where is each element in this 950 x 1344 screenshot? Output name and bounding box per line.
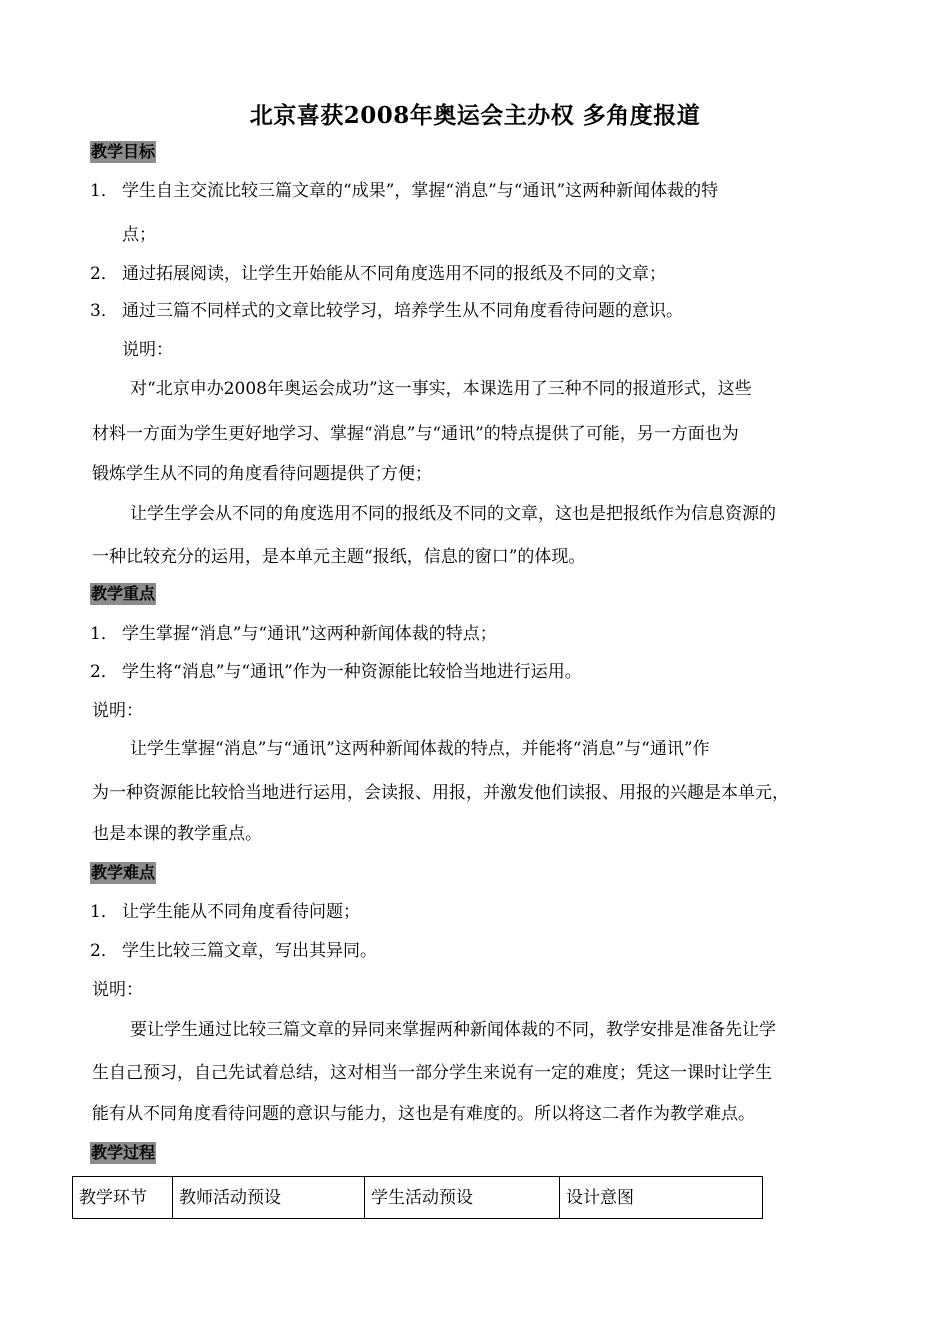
- table-header-cell: 学生活动预设: [365, 1177, 560, 1219]
- list-text: 学生自主交流比较三篇文章的“成果”，掌握“消息”与“通讯”这两种新闻体裁的特: [122, 181, 719, 201]
- list-item: [90, 623, 497, 645]
- list-item: [90, 300, 683, 322]
- list-item: [90, 901, 360, 923]
- table-header-cell: 设计意图: [560, 1177, 763, 1219]
- paragraph-line: 让学生掌握“消息”与“通讯”这两种新闻体裁的特点，并能将“消息”与“通讯”作: [130, 739, 710, 759]
- list-item: [90, 263, 666, 285]
- list-text: 学生掌握“消息”与“通讯”这两种新闻体裁的特点；: [122, 624, 497, 644]
- section-heading-goals: 教学目标: [91, 142, 156, 161]
- list-item-continuation: 点；: [122, 225, 156, 245]
- table-header-row: [73, 1177, 763, 1219]
- paragraph-line: 让学生学会从不同的角度选用不同的报纸及不同的文章，这也是把报纸作为信息资源的: [130, 504, 776, 524]
- process-table: [72, 1176, 763, 1219]
- list-number: 1．: [90, 181, 118, 201]
- list-item: [90, 940, 377, 962]
- list-text: 学生比较三篇文章，写出其异同。: [122, 941, 377, 961]
- list-text: 通过拓展阅读，让学生开始能从不同角度选用不同的报纸及不同的文章；: [122, 264, 666, 284]
- list-number: 2．: [90, 264, 118, 284]
- page-title: 北京喜获2008年奥运会主办权 多角度报道: [249, 102, 701, 129]
- paragraph-line: 对“北京申办2008年奥运会成功”这一事实，本课选用了三种不同的报道形式，这些: [130, 379, 752, 399]
- paragraph-line: 一种比较充分的运用，是本单元主题“报纸，信息的窗口”的体现。: [92, 547, 586, 567]
- list-number: 1．: [90, 902, 118, 922]
- paragraph-line: 也是本课的教学重点。: [92, 824, 262, 844]
- note-label: 说明：: [92, 980, 143, 1000]
- section-heading-difficult: 教学难点: [91, 863, 156, 882]
- list-number: 3．: [90, 301, 118, 321]
- list-item: [90, 661, 582, 683]
- paragraph-line: 要让学生通过比较三篇文章的异同来掌握两种新闻体裁的不同，教学安排是准备先让学: [130, 1020, 776, 1040]
- list-text: 通过三篇不同样式的文章比较学习，培养学生从不同角度看待问题的意识。: [122, 301, 683, 321]
- list-text: 让学生能从不同角度看待问题；: [122, 902, 360, 922]
- section-heading-process: 教学过程: [91, 1143, 156, 1162]
- table-header-cell: 教学环节: [73, 1177, 173, 1219]
- note-label: 说明：: [92, 701, 143, 721]
- list-text: 学生将“消息”与“通讯”作为一种资源能比较恰当地进行运用。: [122, 662, 582, 682]
- paragraph-line: 能有从不同角度看待问题的意识与能力，这也是有难度的。所以将这二者作为教学难点。: [92, 1104, 755, 1124]
- list-number: 2．: [90, 941, 118, 961]
- paragraph-line: 生自己预习，自己先试着总结，这对相当一部分学生来说有一定的难度；凭这一课时让学生: [92, 1063, 772, 1083]
- paragraph-line: 材料一方面为学生更好地学习、掌握“消息”与“通讯”的特点提供了可能，另一方面也为: [92, 424, 739, 444]
- paragraph-line: 为一种资源能比较恰当地进行运用，会读报、用报，并激发他们读报、用报的兴趣是本单元，: [92, 783, 789, 803]
- list-item: [90, 180, 718, 202]
- list-number: 1．: [90, 624, 118, 644]
- table-header-cell: 教师活动预设: [173, 1177, 365, 1219]
- section-heading-key: 教学重点: [91, 584, 156, 603]
- paragraph-line: 锻炼学生从不同的角度看待问题提供了方便；: [92, 464, 432, 484]
- note-label: 说明：: [122, 340, 173, 360]
- list-number: 2．: [90, 662, 118, 682]
